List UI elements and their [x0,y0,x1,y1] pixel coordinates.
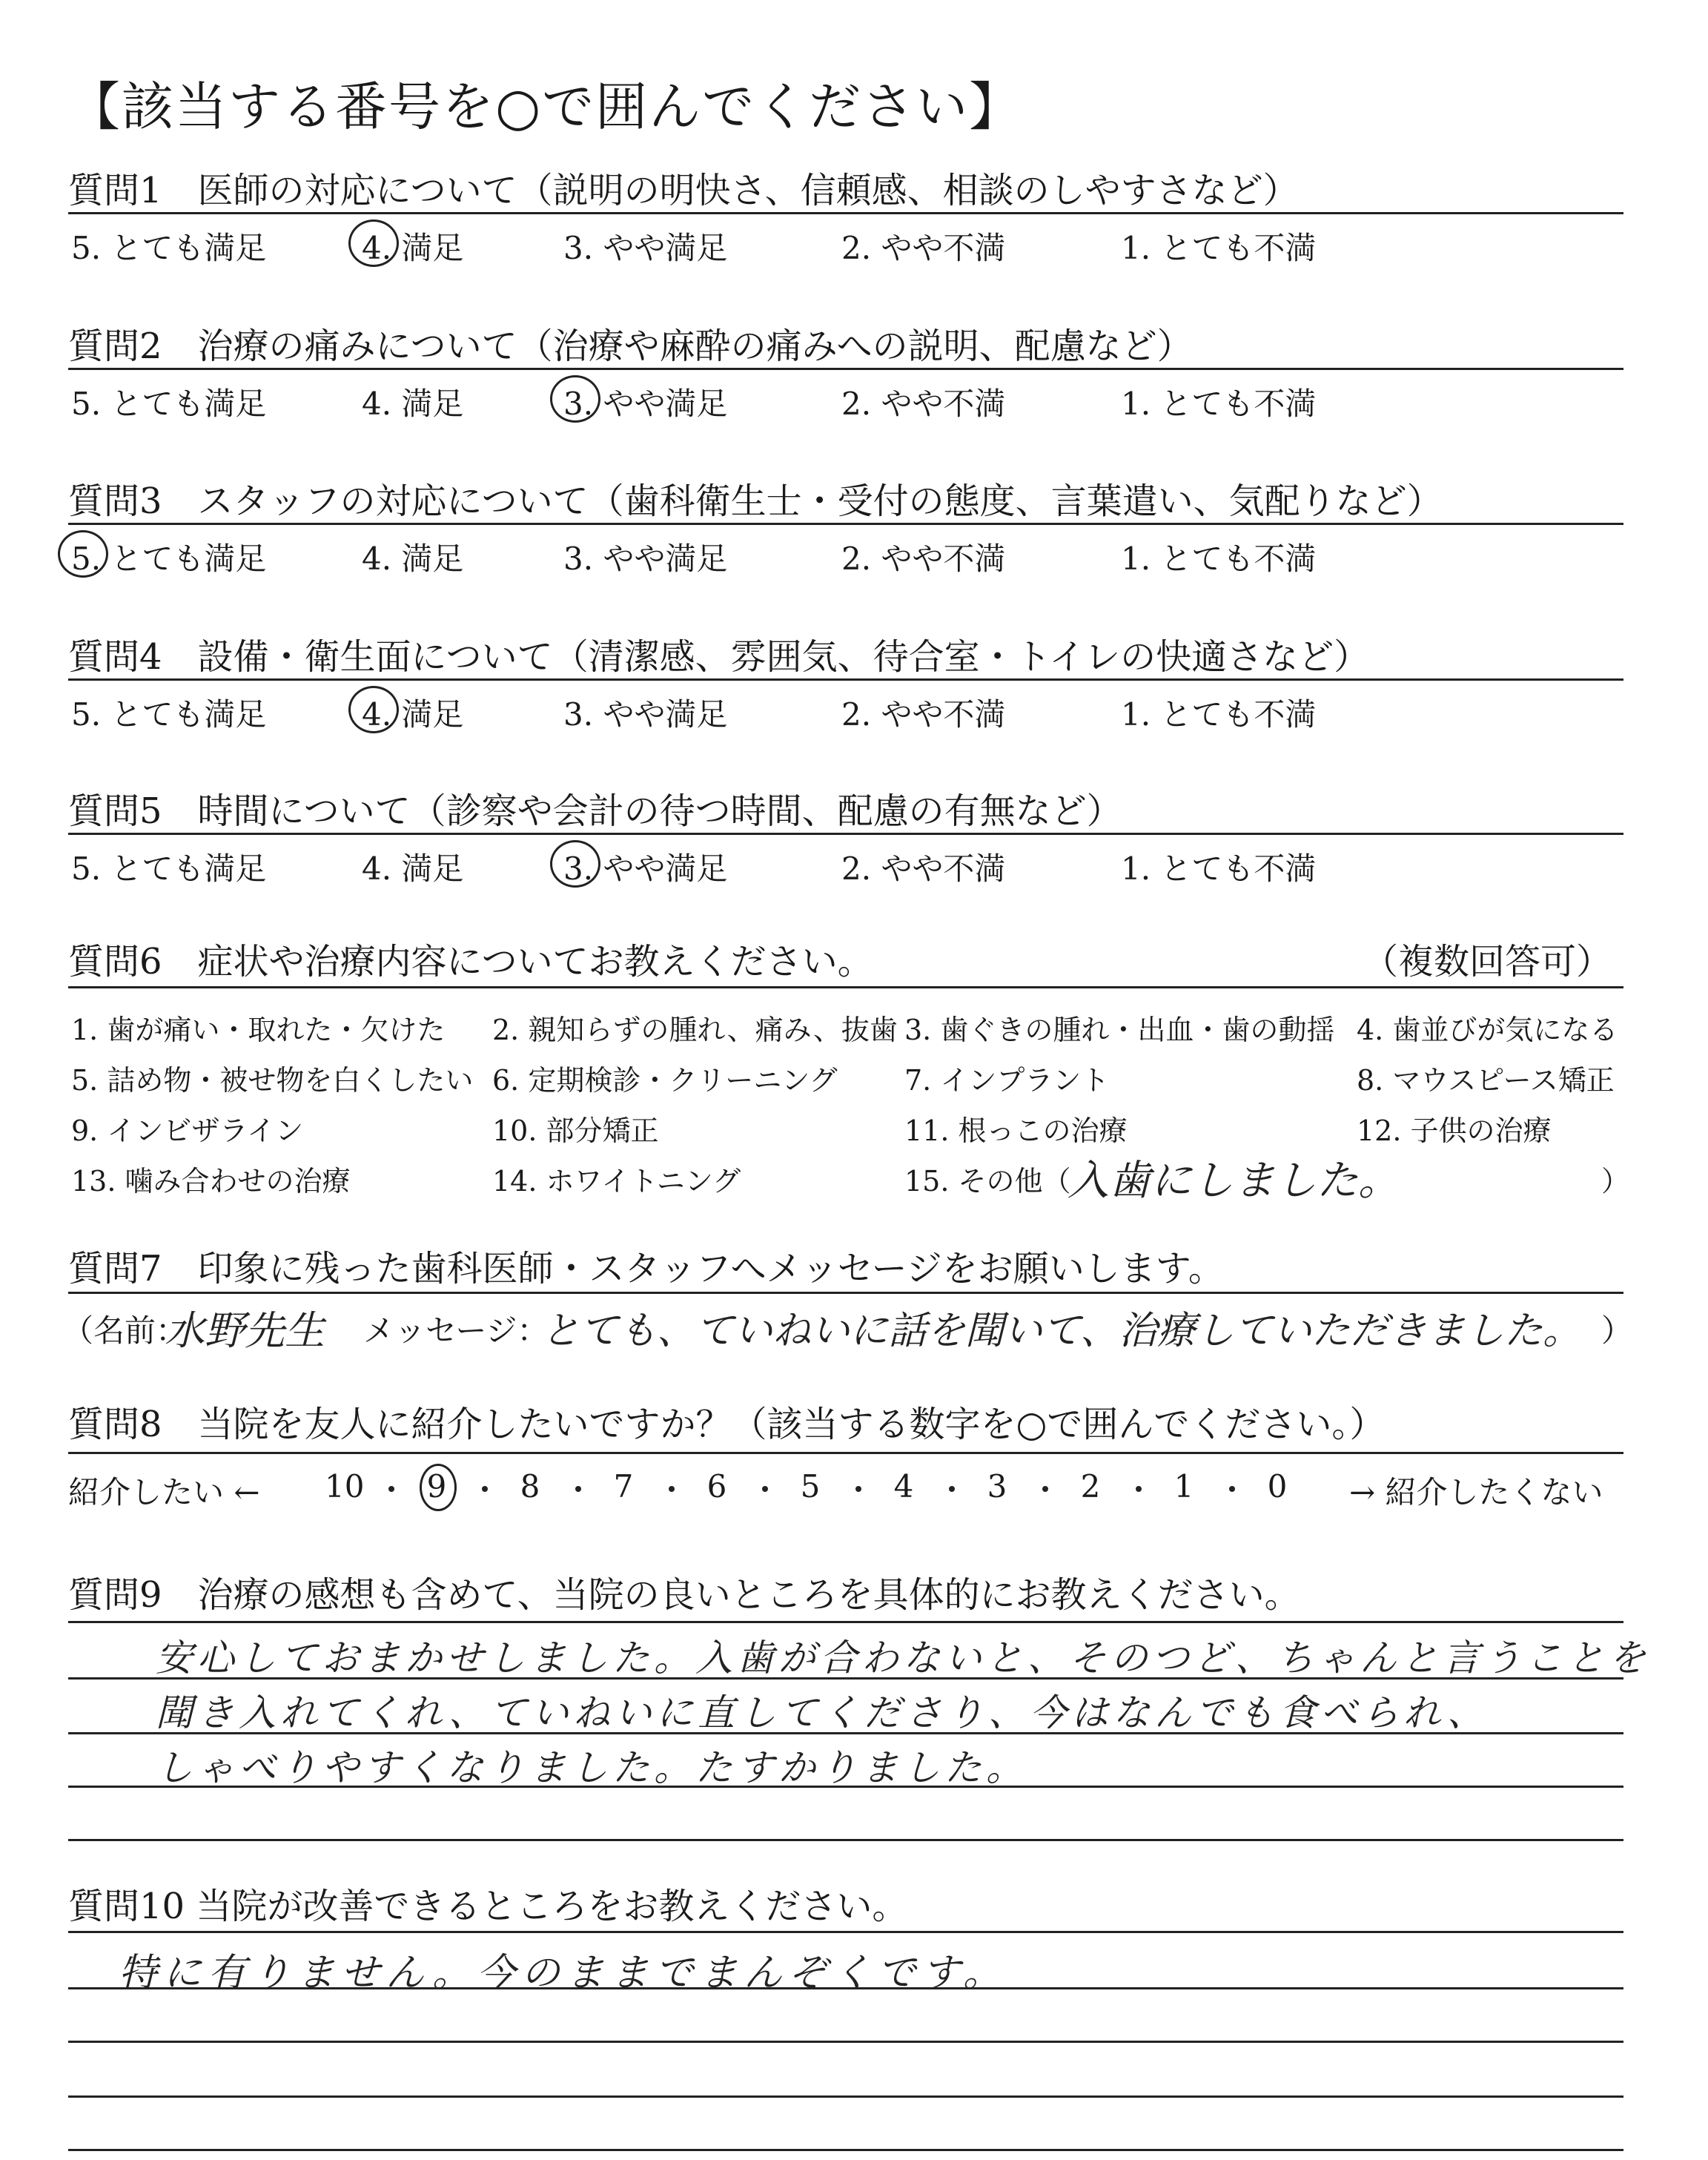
scale-separator [575,1486,581,1492]
q5-option[interactable]: 4. 満足 [362,851,464,887]
q8-scale-value[interactable]: 4 [893,1468,914,1505]
q9-answer-line: 安心しておまかせしました。入歯が合わないと、そのつど、ちゃんと言うことを [156,1636,1650,1680]
q8-scale-value[interactable]: 5 [800,1468,821,1505]
scale-separator [855,1486,861,1492]
answer-circle [58,530,108,578]
q8-scale-value[interactable]: 3 [987,1468,1007,1505]
answer-circle [550,840,600,888]
q6-option[interactable]: 2. 親知らずの腫れ、痛み、抜歯 [492,1014,898,1046]
q2-title: 質問2 治療の痛みについて（治療や麻酔の痛みへの説明、配慮など） [68,326,1193,367]
q6-option[interactable]: 1. 歯が痛い・取れた・欠けた [71,1014,446,1046]
q7-message-label: メッセージ： [363,1312,549,1349]
q7-close-paren: ） [1601,1312,1633,1349]
q3-title: 質問3 スタッフの対応について（歯科衛生士・受付の態度、言葉遣い、気配りなど） [68,480,1443,522]
answer-circle [348,686,399,733]
q1-rule [68,212,1623,214]
q10-title: 質問10 当院が改善できるところをお教えください。 [68,1886,908,1927]
q5-title: 質問5 時間について（診察や会計の待つ時間、配慮の有無など） [68,790,1122,832]
scale-separator [669,1486,675,1492]
q6-option[interactable]: 12. 子供の治療 [1357,1114,1552,1147]
q6-other-answer: 入歯にしました。 [1068,1157,1400,1205]
answer-circle [420,1464,457,1511]
q8-scale-value[interactable]: 9 [426,1468,447,1505]
answer-rule [68,2095,1623,2098]
answer-rule [68,1621,1623,1623]
q8-scale-value[interactable]: 1 [1174,1468,1194,1505]
q8-scale-value[interactable]: 10 [325,1468,365,1505]
q2-option[interactable]: 3. やや満足 [563,386,728,422]
q6-close-paren: ） [1601,1165,1630,1198]
q6-option[interactable]: 6. 定期検診・クリーニング [492,1064,838,1097]
q6-option[interactable]: 14. ホワイトニング [492,1165,741,1198]
q2-option[interactable]: 4. 満足 [362,386,464,422]
q2-option[interactable]: 1. とても不満 [1121,386,1317,422]
q7-name-label: （名前： [62,1312,188,1349]
q6-option[interactable]: 8. マウスピース矯正 [1357,1064,1615,1097]
q2-option[interactable]: 5. とても満足 [71,386,267,422]
q9-title: 質問9 治療の感想も含めて、当院の良いところを具体的にお教えください。 [68,1574,1300,1616]
q3-option[interactable]: 1. とても不満 [1121,541,1317,577]
q8-scale-value[interactable]: 8 [520,1468,540,1505]
q10-answer-line: 特に有りません。今のままでまんぞくです。 [119,1951,1007,1995]
q7-name-value: 水野先生 [165,1307,325,1354]
q1-option[interactable]: 2. やや不満 [841,230,1006,266]
q4-option[interactable]: 2. やや不満 [841,696,1006,733]
scale-separator [482,1486,488,1492]
scale-separator [1136,1486,1142,1492]
q7-title: 質問7 印象に残った歯科医師・スタッフへメッセージをお願いします。 [68,1248,1224,1289]
q6-option[interactable]: 4. 歯並びが気になる [1357,1014,1618,1046]
q6-note: （複数回答可） [1363,941,1612,982]
q4-option[interactable]: 3. やや満足 [563,696,728,733]
q6-option[interactable]: 9. インビザライン [71,1114,304,1147]
q6-title: 質問6 症状や治療内容についてお教えください。 [68,941,873,982]
q8-left-label: 紹介したい ← [68,1474,260,1510]
q6-rule [68,986,1623,988]
q1-option[interactable]: 4. 満足 [362,230,464,266]
q1-option[interactable]: 1. とても不満 [1121,230,1317,266]
q6-option[interactable]: 10. 部分矯正 [492,1114,659,1147]
q1-option[interactable]: 3. やや満足 [563,230,728,266]
q5-option[interactable]: 3. やや満足 [563,851,728,887]
scale-separator [949,1486,955,1492]
q5-rule [68,833,1623,835]
scale-separator [388,1486,394,1492]
q1-title: 質問1 医師の対応について（説明の明快さ、信頼感、相談のしやすさなど） [68,170,1299,211]
q6-option[interactable]: 11. 根っこの治療 [904,1114,1128,1147]
q8-scale-value[interactable]: 6 [706,1468,727,1505]
q5-option[interactable]: 1. とても不満 [1121,851,1317,887]
answer-circle [550,375,600,423]
q9-answer-line: しゃべりやすくなりました。たすかりました。 [156,1746,1027,1789]
answer-rule [68,2149,1623,2151]
q6-option[interactable]: 15. その他（ [904,1165,1071,1198]
q8-right-label: → 紹介したくない [1349,1474,1603,1510]
answer-rule [68,1931,1623,1933]
q4-option[interactable]: 1. とても不満 [1121,696,1317,733]
q8-title: 質問8 当院を友人に紹介したいですか？（該当する数字を○で囲んでください。） [68,1404,1386,1445]
q8-scale-value[interactable]: 2 [1080,1468,1101,1505]
q4-option[interactable]: 5. とても満足 [71,696,267,733]
q6-option[interactable]: 5. 詰め物・被せ物を白くしたい [71,1064,474,1097]
q5-option[interactable]: 2. やや不満 [841,851,1006,887]
q3-option[interactable]: 4. 満足 [362,541,464,577]
answer-rule [68,1839,1623,1841]
form-title: 【該当する番号を○で囲んでください】 [68,76,1023,137]
q6-option[interactable]: 3. 歯ぐきの腫れ・出血・歯の動揺 [904,1014,1335,1046]
q8-rule [68,1452,1623,1454]
q5-option[interactable]: 5. とても満足 [71,851,267,887]
q4-option[interactable]: 4. 満足 [362,696,464,733]
q3-option[interactable]: 3. やや満足 [563,541,728,577]
q7-message-value: とても、ていねいに話を聞いて、治療していただきました。 [541,1309,1581,1353]
q9-answer-line: 聞き入れてくれ、ていねいに直してくださり、今はなんでも食べられ、 [156,1691,1489,1734]
q4-rule [68,678,1623,681]
q3-option[interactable]: 5. とても満足 [71,541,267,577]
q6-option[interactable]: 13. 噛み合わせの治療 [71,1165,351,1198]
scale-separator [762,1486,768,1492]
q2-rule [68,368,1623,370]
q3-option[interactable]: 2. やや不満 [841,541,1006,577]
q4-title: 質問4 設備・衛生面について（清潔感、雰囲気、待合室・トイレの快適さなど） [68,636,1370,678]
scale-separator [1042,1486,1048,1492]
q3-rule [68,523,1623,525]
q8-scale-value[interactable]: 0 [1267,1468,1288,1505]
q1-option[interactable]: 5. とても満足 [71,230,267,266]
answer-rule [68,2041,1623,2043]
answer-circle [348,219,399,267]
q6-option[interactable]: 7. インプラント [904,1064,1110,1097]
q8-scale-value[interactable]: 7 [613,1468,634,1505]
q2-option[interactable]: 2. やや不満 [841,386,1006,422]
q7-rule [68,1292,1623,1294]
scale-separator [1229,1486,1235,1492]
